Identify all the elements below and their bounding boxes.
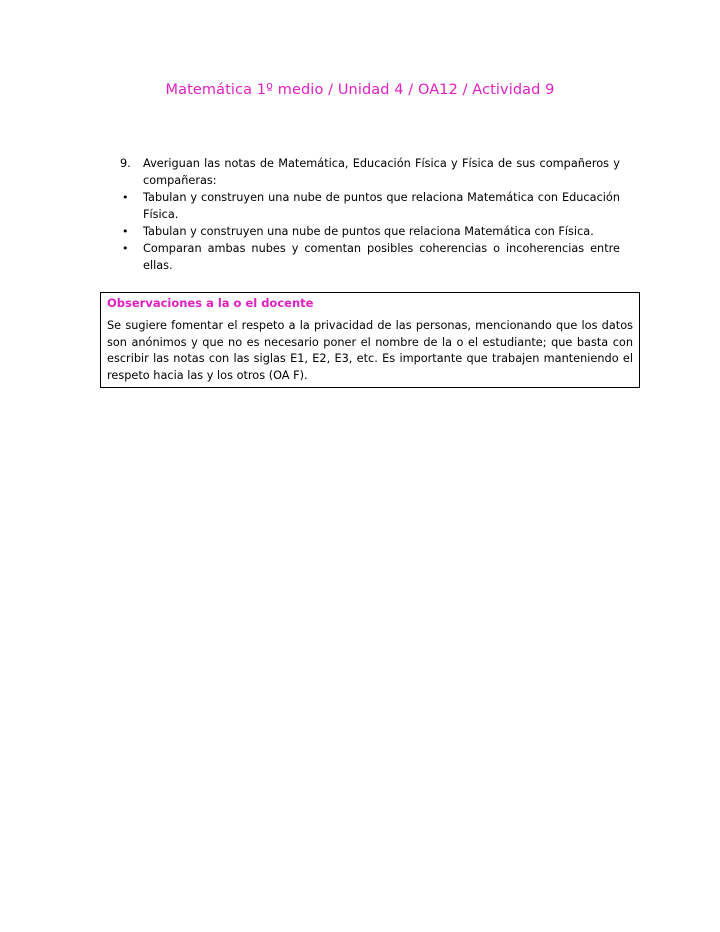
bullet-icon: •	[122, 242, 129, 255]
list-item-text: Tabulan y construyen una nube de puntos que relaciona Matemática con Educación Física.	[143, 191, 620, 221]
observations-body: Se sugiere fomentar el respeto a la privacidad de las personas, mencionando que los datos son anónimos y que no es necesario poner el nombre de la o el estudiante; que basta con escribir las notas con las siglas E1, E2, E3, etc. Es importante que trabajen manteniendo el respeto hacia las y los otros (OA F).	[107, 319, 633, 382]
activity-list	[120, 155, 620, 274]
item-number: 9.	[120, 157, 131, 170]
list-item-text: Tabulan y construyen una nube de puntos que relaciona Matemática con Física.	[143, 225, 594, 238]
bullet-icon: •	[122, 191, 129, 204]
activity-statement-text: Averiguan las notas de Matemática, Educación Física y Física de sus compañeros y compañeras:	[143, 157, 620, 187]
list-item	[120, 223, 620, 240]
bullet-icon: •	[122, 225, 129, 238]
page-title: Matemática 1º medio / Unidad 4 / OA12 / Actividad 9	[165, 82, 555, 98]
observations-title: Observaciones a la o el docente	[107, 296, 314, 310]
list-item	[120, 189, 620, 223]
teacher-observations-box	[100, 292, 640, 388]
activity-statement	[120, 155, 620, 189]
list-item	[120, 240, 620, 274]
list-item-text: Comparan ambas nubes y comentan posibles coherencias o incoherencias entre ellas.	[143, 242, 620, 272]
